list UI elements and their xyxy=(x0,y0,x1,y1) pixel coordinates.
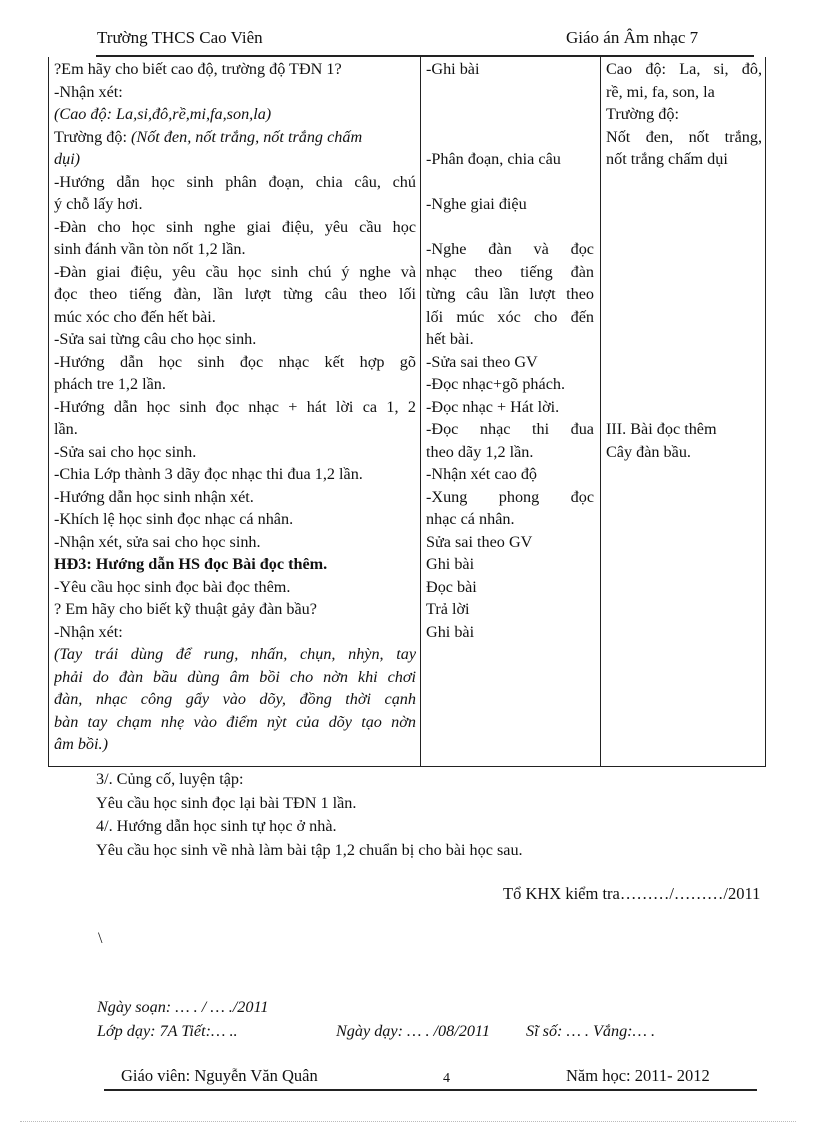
teacher-activity-line: ý chỗ lấy hơi. xyxy=(54,195,143,213)
student-activity-line xyxy=(426,103,594,126)
teacher-activity-line: -Đàn giai điệu, yêu cầu học sinh chú ý nghe và xyxy=(54,262,416,281)
student-activity-line: -Sửa sai theo GV xyxy=(426,352,538,371)
teacher-activity-line: -Chia Lớp thành 3 dãy đọc nhạc thi đua 1,2 lần. xyxy=(54,465,363,483)
student-activity-line: Trả lời xyxy=(426,600,470,618)
content-line xyxy=(606,193,762,216)
page-number: 4 xyxy=(443,1071,450,1086)
student-activity-line: nhạc theo tiếng đàn xyxy=(426,262,594,281)
teacher-activity-line: (Cao độ: La,si,đô,rề,mi,fa,son,la) xyxy=(54,105,272,123)
student-activity-line: nhạc cá nhân. xyxy=(426,510,515,528)
student-activity-line: -Đọc nhạc + Hát lời. xyxy=(426,397,560,416)
student-activity-line xyxy=(426,126,594,149)
student-activity-line: -Đọc nhạc+gõ phách. xyxy=(426,375,566,393)
after-table-section xyxy=(96,768,523,862)
teacher-activity-line: -Nhận xét: xyxy=(54,622,123,641)
consolidation-heading: 3/. Củng cố, luyện tập: xyxy=(96,770,244,788)
teacher-activity-line: đàn, nhạc công gẩy vào dõy, đồng thời cạnh xyxy=(54,690,416,708)
content-line xyxy=(606,216,762,239)
teacher-activity-line: âm bồi.) xyxy=(54,735,108,753)
header-subject: Giáo án Âm nhạc 7 xyxy=(566,28,699,47)
content-line xyxy=(606,328,762,351)
footer-teacher: Giáo viên: Nguyễn Văn Quân xyxy=(121,1066,318,1085)
student-activity-line xyxy=(426,216,594,239)
teacher-activity-line: dụi) xyxy=(54,150,81,168)
student-activity-line: lối múc xóc cho đến xyxy=(426,307,594,326)
teacher-activity-line: bàn tay chạm nhẹ vào điểm nỳt của dõy tạo nờn xyxy=(54,712,416,731)
header-rule xyxy=(96,55,754,57)
footer-school-year: Năm học: 2011- 2012 xyxy=(566,1066,710,1085)
teacher-activity-line: -Đàn cho học sinh nghe giai điệu, yêu cầu học xyxy=(54,217,416,236)
student-activity-line: Sửa sai theo GV xyxy=(426,532,533,551)
content-line xyxy=(606,238,762,261)
student-activity-line xyxy=(426,171,594,194)
student-activity-line: hết bài. xyxy=(426,330,474,348)
student-activity-line: -Đọc nhạc thi đua xyxy=(426,420,594,438)
content-line xyxy=(606,373,762,396)
teacher-activity-line: đọc theo tiếng đàn, lần lượt từng câu theo lối xyxy=(54,285,416,303)
stray-mark: \ xyxy=(98,930,103,947)
preparation-date: Ngày soạn: … . / … ./2011 xyxy=(97,998,269,1016)
teacher-activity-line: -Khích lệ học sinh đọc nhạc cá nhân. xyxy=(54,510,294,528)
student-activity-line: từng câu lần lượt theo xyxy=(426,285,594,303)
teacher-activity-line: -Sửa sai từng câu cho học sinh. xyxy=(54,330,257,348)
teacher-activity-line: -Hướng dẫn học sinh nhận xét. xyxy=(54,487,254,506)
student-activity-line: -Nhận xét cao độ xyxy=(426,465,538,483)
content-line: Nốt đen, nốt trắng, xyxy=(606,127,762,146)
table-divider-2 xyxy=(600,57,601,767)
teacher-activity-line: ? Em hãy cho biết kỹ thuật gảy đàn bầu? xyxy=(54,600,317,618)
table-border-right xyxy=(765,57,766,767)
homework-heading: 4/. Hướng dẫn học sinh tự học ở nhà. xyxy=(96,817,337,835)
class-period: Lớp dạy: 7A Tiết:… .. xyxy=(97,1022,238,1040)
content-line: nốt trắng chấm dụi xyxy=(606,150,728,168)
student-activity-line: -Nghe giai điệu xyxy=(426,195,527,213)
content-line xyxy=(606,261,762,284)
content-line: Cao độ: La, si, đô, xyxy=(606,60,762,78)
consolidation-text: Yêu cầu học sinh đọc lại bài TĐN 1 lần. xyxy=(96,793,357,812)
student-activity-column xyxy=(426,58,594,643)
student-activity-line xyxy=(426,81,594,104)
duration-label: Trường độ: xyxy=(54,127,132,146)
content-line xyxy=(606,283,762,306)
content-line: rề, mi, fa, son, la xyxy=(606,82,715,101)
table-border-left xyxy=(48,57,49,767)
page-edge xyxy=(20,1121,796,1122)
content-line: III. Bài đọc thêm xyxy=(606,420,717,438)
teacher-activity-line: (Tay trái dùng để rung, nhấn, chụn, nhỳn, tay xyxy=(54,645,416,663)
teacher-activity-line: lần. xyxy=(54,420,78,438)
student-activity-line: theo dãy 1,2 lần. xyxy=(426,442,534,461)
homework-text: Yêu cầu học sinh về nhà làm bài tập 1,2 chuẩn bị cho bài học sau. xyxy=(96,840,523,859)
teacher-activity-line: -Nhận xét: xyxy=(54,82,123,101)
teacher-activity-line: -Nhận xét, sửa sai cho học sinh. xyxy=(54,532,261,551)
content-line xyxy=(606,171,762,194)
student-activity-line: Ghi bài xyxy=(426,622,475,641)
table-divider-1 xyxy=(420,57,421,767)
student-activity-line: Đọc bài xyxy=(426,577,477,596)
teacher-activity-column xyxy=(54,58,416,756)
content-line xyxy=(606,396,762,419)
teacher-activity-line: phải do đàn bầu dùng âm bồi cho nờn khi chơi xyxy=(54,667,416,686)
teaching-date: Ngày dạy: … . /08/2011 xyxy=(336,1022,490,1040)
content-line xyxy=(606,306,762,329)
attendance: Sĩ số: … . Vắng:… . xyxy=(526,1022,656,1040)
content-line xyxy=(606,351,762,374)
teacher-activity-line: HĐ3: Hướng dẫn HS đọc Bài đọc thêm. xyxy=(54,555,328,573)
table-border-bottom xyxy=(48,766,765,767)
header-school: Trường THCS Cao Viên xyxy=(97,28,263,47)
teacher-activity-line: phách tre 1,2 lần. xyxy=(54,375,166,393)
teacher-activity-line: -Yêu cầu học sinh đọc bài đọc thêm. xyxy=(54,577,291,596)
teacher-activity-line xyxy=(54,126,416,149)
duration-values: (Nốt đen, nốt trắng, nốt trắng chấm xyxy=(131,127,363,146)
teacher-activity-line: ?Em hãy cho biết cao độ, trường độ TĐN 1? xyxy=(54,60,342,78)
teacher-activity-line: -Hướng dẫn học sinh phân đoạn, chia câu, chú xyxy=(54,172,416,191)
content-line: Cây đàn bầu. xyxy=(606,442,691,461)
teacher-activity-line: sinh đánh vần tòn nốt 1,2 lần. xyxy=(54,240,246,258)
student-activity-line: -Ghi bài xyxy=(426,60,480,78)
student-activity-line: Ghi bài xyxy=(426,555,475,573)
content-column xyxy=(606,58,762,463)
student-activity-line: -Nghe đàn và đọc xyxy=(426,240,594,258)
footer-rule xyxy=(104,1089,757,1091)
teacher-activity-line: -Sửa sai cho học sinh. xyxy=(54,442,197,461)
teacher-activity-line: -Hướng dẫn học sinh đọc nhạc kết hợp gõ xyxy=(54,352,416,371)
inspection-signature-line: Tổ KHX kiểm tra………/………/2011 xyxy=(503,884,761,903)
teacher-activity-line: -Hướng dẫn học sinh đọc nhạc + hát lời ca 1, 2 xyxy=(54,397,416,416)
student-activity-line: -Xung phong đọc xyxy=(426,487,594,506)
content-line: Trường độ: xyxy=(606,105,679,123)
teacher-activity-line: múc xóc cho đến hết bài. xyxy=(54,307,216,326)
student-activity-line: -Phân đoạn, chia câu xyxy=(426,150,561,168)
